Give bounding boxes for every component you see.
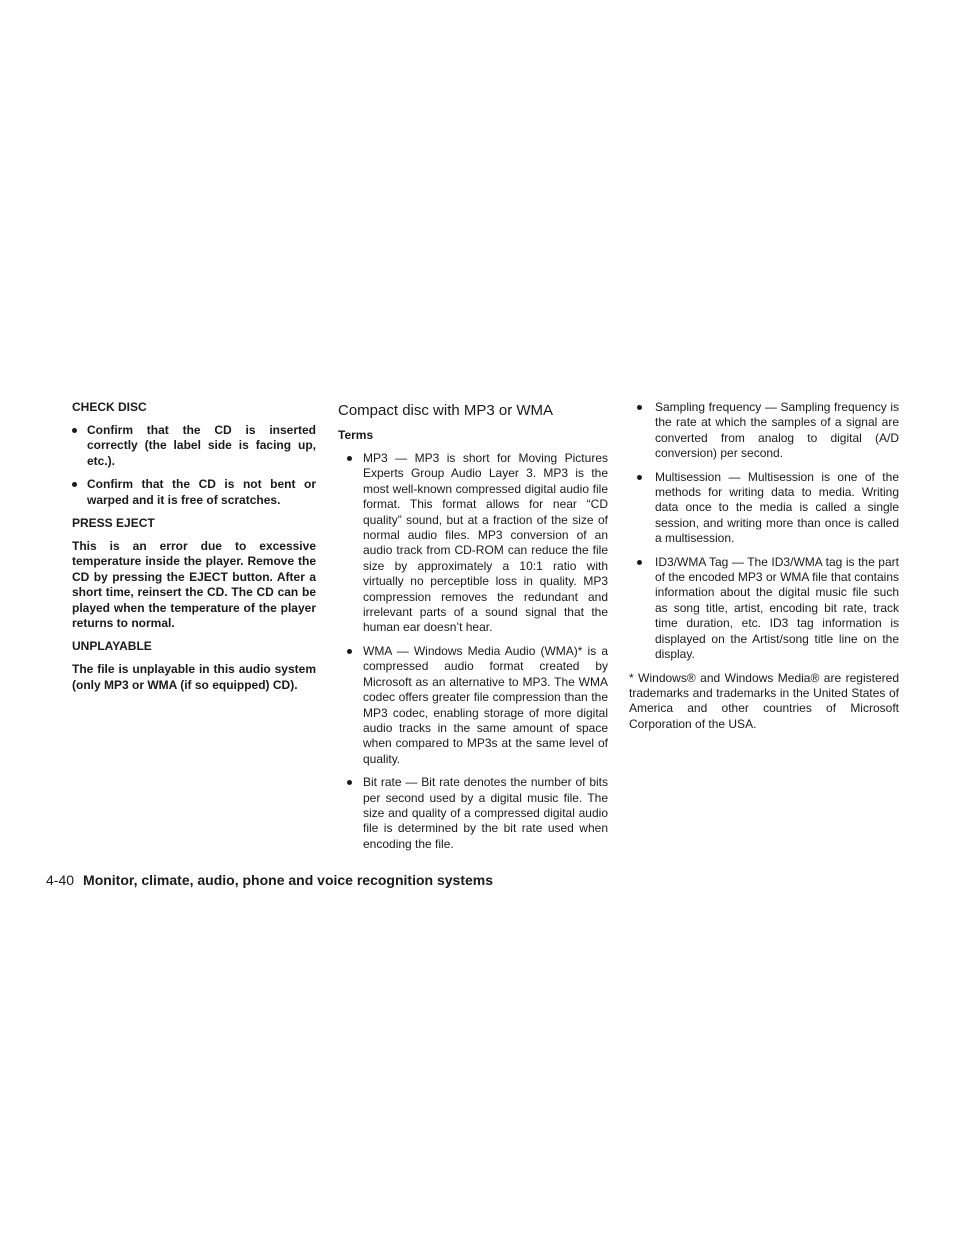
list-item [629, 400, 899, 462]
terms-list-continued [629, 400, 899, 663]
list-item-text: Multisession — Multisession is one of the methods for writing data to media. Writing data once to the media is called a single session, and writing more than once is called a multisession. [655, 469, 899, 546]
terms-heading: Terms [338, 428, 374, 442]
bullet-icon [347, 649, 352, 654]
list-item-text: ID3/WMA Tag — The ID3/WMA tag is the part of the encoded MP3 or WMA file that contains information about the digital music file such as song title, artist, encoding bit rate, track time duration, etc. ID3 tag information is displayed on the Artist/song title line on the display. [655, 554, 899, 662]
list-item [629, 470, 899, 547]
terms-list [338, 451, 608, 852]
press-eject-text: This is an error due to excessive temperature inside the player. Remove the CD by pressing the EJECT button. After a short time, reinsert the CD. The CD can be played when the temperature of the player returns to normal. [72, 539, 316, 631]
list-item-text: Confirm that the CD is not bent or warped and it is free of scratches. [87, 477, 316, 507]
bullet-icon [347, 780, 352, 785]
list-item-text: Confirm that the CD is inserted correctly (the label side is facing up, etc.). [87, 423, 316, 468]
unplayable-text: The file is unplayable in this audio system (only MP3 or WMA (if so equipped) CD). [72, 662, 316, 692]
check-disc-list [72, 423, 316, 508]
list-item [72, 477, 316, 508]
trademark-footnote: * Windows® and Windows Media® are registered trademarks and trademarks in the United States of America and other countries of Microsoft Corporation of the USA. [629, 670, 899, 731]
middle-column [338, 400, 608, 860]
left-column [72, 400, 316, 701]
list-item [338, 451, 608, 636]
right-column [629, 400, 899, 740]
bullet-icon [637, 475, 642, 480]
bullet-icon [72, 482, 77, 487]
list-item-text: Sampling frequency — Sampling frequency is the rate at which the samples of a signal are converted from analog to digital (A/D conversion) per second. [655, 400, 899, 461]
list-item [629, 555, 899, 663]
bullet-icon [637, 560, 642, 565]
press-eject-heading: PRESS EJECT [72, 516, 155, 531]
bullet-icon [637, 405, 642, 410]
list-item [338, 644, 608, 767]
list-item [338, 775, 608, 852]
list-item [72, 423, 316, 469]
page-footer [46, 871, 493, 889]
bullet-icon [72, 428, 77, 433]
check-disc-heading: CHECK DISC [72, 400, 147, 414]
list-item-text: Bit rate — Bit rate denotes the number of bits per second used by a digital music file. The size and quality of a compressed digital audio file is determined by the bit rate used when encoding the file. [363, 775, 608, 851]
unplayable-heading: UNPLAYABLE [72, 639, 152, 654]
page-number: 4-40 [46, 872, 75, 888]
bullet-icon [347, 456, 352, 461]
list-item-text: WMA — Windows Media Audio (WMA)* is a compressed audio format created by Microsoft as an alternative to MP3. The WMA codec offers greater file compression than the MP3 codec, enabling storage of more digital audio tracks in the same amount of space when compared to MP3s at the same level of quality. [363, 643, 608, 766]
list-item-text: MP3 — MP3 is short for Moving Pictures Experts Group Audio Layer 3. MP3 is the most well-known compressed digital audio file format. This format allows for near “CD quality” sound, but at a fraction of the size of normal audio files. MP3 conversion of an audio track from CD-ROM can reduce the file size by approximately a 10:1 ratio with virtually no perceptible loss in quality. MP3 compression removes the redundant and irrelevant parts of a sound signal that the human ear doesn’t hear. [363, 451, 608, 635]
section-title: Compact disc with MP3 or WMA [338, 402, 554, 419]
chapter-title: Monitor, climate, audio, phone and voice recognition systems [83, 872, 493, 888]
